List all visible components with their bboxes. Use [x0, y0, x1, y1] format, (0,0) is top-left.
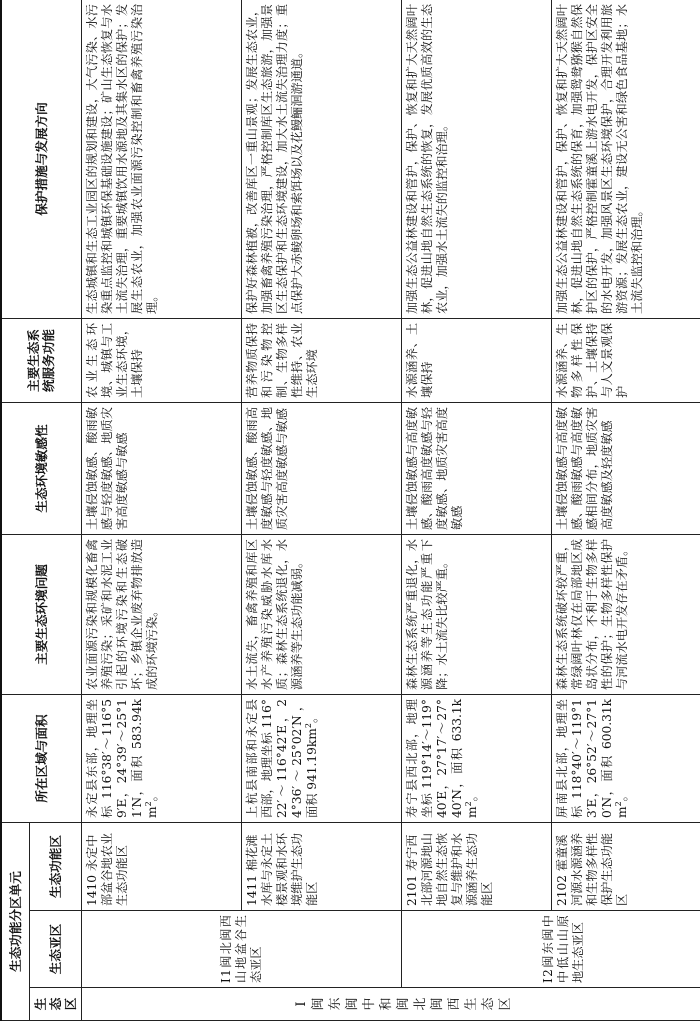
services-cell: 水源涵养、土壤保持	[401, 318, 551, 402]
location-cell: 上杭县南部和永定县西部，地理坐标 116°22′～116°42′E，24°36′～25°02′N，面积 $941.19km^2$。	[241, 694, 401, 822]
location-cell: 寿宁县西北部，地理坐标 119°14′～119°40′E，27°17′～27°40′N，面积 $633.1km^2$。	[401, 694, 551, 822]
header-unit: 生态功能区	[29, 822, 81, 910]
problems-cell: 森林生态系统破坏较严重，常绿阔叶林仅在局部地区成岛状分布，不利于生物多样性的保护；生物多样性保护与河流水电开发存在矛盾。	[551, 534, 700, 694]
table-row	[241, 0, 401, 1021]
sensitivity-cell: 土壤侵蚀敏感、酸雨高度敏感与轻度敏感、地质灾害高度敏感与敏感	[241, 402, 401, 534]
subregion-name: Ⅰ2闽东闽中中低山山原地生态亚区	[540, 915, 585, 983]
region-cell	[81, 988, 700, 1021]
header-region: 生态区	[29, 988, 81, 1021]
header-services: 主要生态系统服务功能	[1, 318, 81, 402]
subregion-cell	[81, 911, 401, 988]
header-zoning-unit: 生态功能分区单元	[1, 822, 29, 1020]
unit-cell: 2102 霍童溪河源水源涵养和生物多样性保护生态功能区	[551, 822, 700, 910]
problems-cell: 森林生态系统严重退化，水源涵养等生态功能严重下降；水土流失比较严重。	[401, 534, 551, 694]
problems-cell: 水土流失，畜禽养殖和库区水产养殖污染威胁水库水质；森林生态系统退化，水源涵养等生态功能减弱。	[241, 534, 401, 694]
region-name: Ⅰ闽东闽中和闽北闽西生态区	[293, 997, 513, 1011]
services-cell: 农业生态环境、城镇与工业生态环境，土壤保持	[81, 318, 241, 402]
unit-cell: 1410 永定中部盆谷地农业生态功能区	[81, 822, 241, 910]
unit-cell: 1411 棉花滩水库与永定土楼景观和水环境维护生态功能区	[241, 822, 401, 910]
subregion-name: Ⅰ1闽北闽西山地盆谷生态亚区	[218, 915, 263, 983]
sensitivity-cell: 土壤侵蚀敏感、酸雨敏感与轻度敏感、地质灾害高度敏感与敏感	[81, 402, 241, 534]
problems-cell: 农业面源污染和规模化畜禽养殖污染；采矿和水泥工业引起的环境污染和生态破坏；乡镇企业废弃物排放造成的环境污染。	[81, 534, 241, 694]
measures-cell: 保护好森林植被，改善库区一重山景观；发展生态农业，加强畜禽养殖污染治理，严格控制库区生态旅游，加强景区生态保护和生态环境建设，加大水土流失治理力度；重点保护大赤鲮卵场和索饵场以及花鳗鲡洄游通道。	[241, 0, 401, 318]
table-row	[401, 0, 551, 1021]
sensitivity-cell: 土壤侵蚀敏感与高度敏感、酸雨敏感与高度敏感相间分布，地质灾害高度敏感及轻度敏感	[551, 402, 700, 534]
table-row	[81, 0, 241, 1021]
location-cell: 永定县东部，地理坐标 116°38′～116°59′E，24°39′～25°11′N，面积 $583.94km^2$。	[81, 694, 241, 822]
header-problems: 主要生态环境问题	[1, 534, 81, 694]
subregion-cell	[401, 911, 700, 988]
location-cell: 屏南县北部，地理坐标 118°40′～119°13′E，26°52′～27°10′N，面积 $600.31km^2$。	[551, 694, 700, 822]
header-location: 所在区域与面积	[1, 694, 81, 822]
header-measures: 保护措施与发展方向	[1, 0, 81, 318]
services-cell: 水源涵养、生物多样性保护、土壤保持与人文景观保护	[551, 318, 700, 402]
sensitivity-cell: 土壤侵蚀敏感与高度敏感、酸雨高度敏感与轻度敏感、地质灾害高度敏感	[401, 402, 551, 534]
table-row	[551, 0, 700, 1021]
unit-cell: 2101 寿宁西北部河源地山地自然生态恢复与维护和水源涵养生态功能区	[401, 822, 551, 910]
services-cell: 营养物质保持和污染物控制、生物多样性维持、农业生态环境	[241, 318, 401, 402]
measures-cell: 加强生态公益林建设和管护，保护、恢复和扩大天然阔叶林，促进山地自然生态系统的保育，加强鸳鸯猕猴自然保护区的保护，严格控制霍童溪上游水电开发，保护区安全的水电开发，加强风景区生态环境保护，合理开发利用旅游资源；发展生态农业，建设无公害和绿色食品基地；水土流失监控和治理。	[551, 0, 700, 318]
header-sensitivity: 生态环境敏感性	[1, 402, 81, 534]
measures-cell: 加强生态公益林建设和管护，保护、恢复和扩大天然阔叶林，促进山地自然生态系统的恢复，发展优质高效的生态农业，加强水土流失的监控和治理。	[401, 0, 551, 318]
measures-cell: 生态城镇和生态工业园区的规划和建设，大气污染、水污染重点监控和城镇环保基础设施建设；矿山生态恢复与水土流失治理，重要城镇饮用水源地及其集水区的保护；发展生态农业，加强农业面源污染控制和畜禽养殖污染治理。	[81, 0, 241, 318]
header-subregion: 生态亚区	[29, 911, 81, 988]
